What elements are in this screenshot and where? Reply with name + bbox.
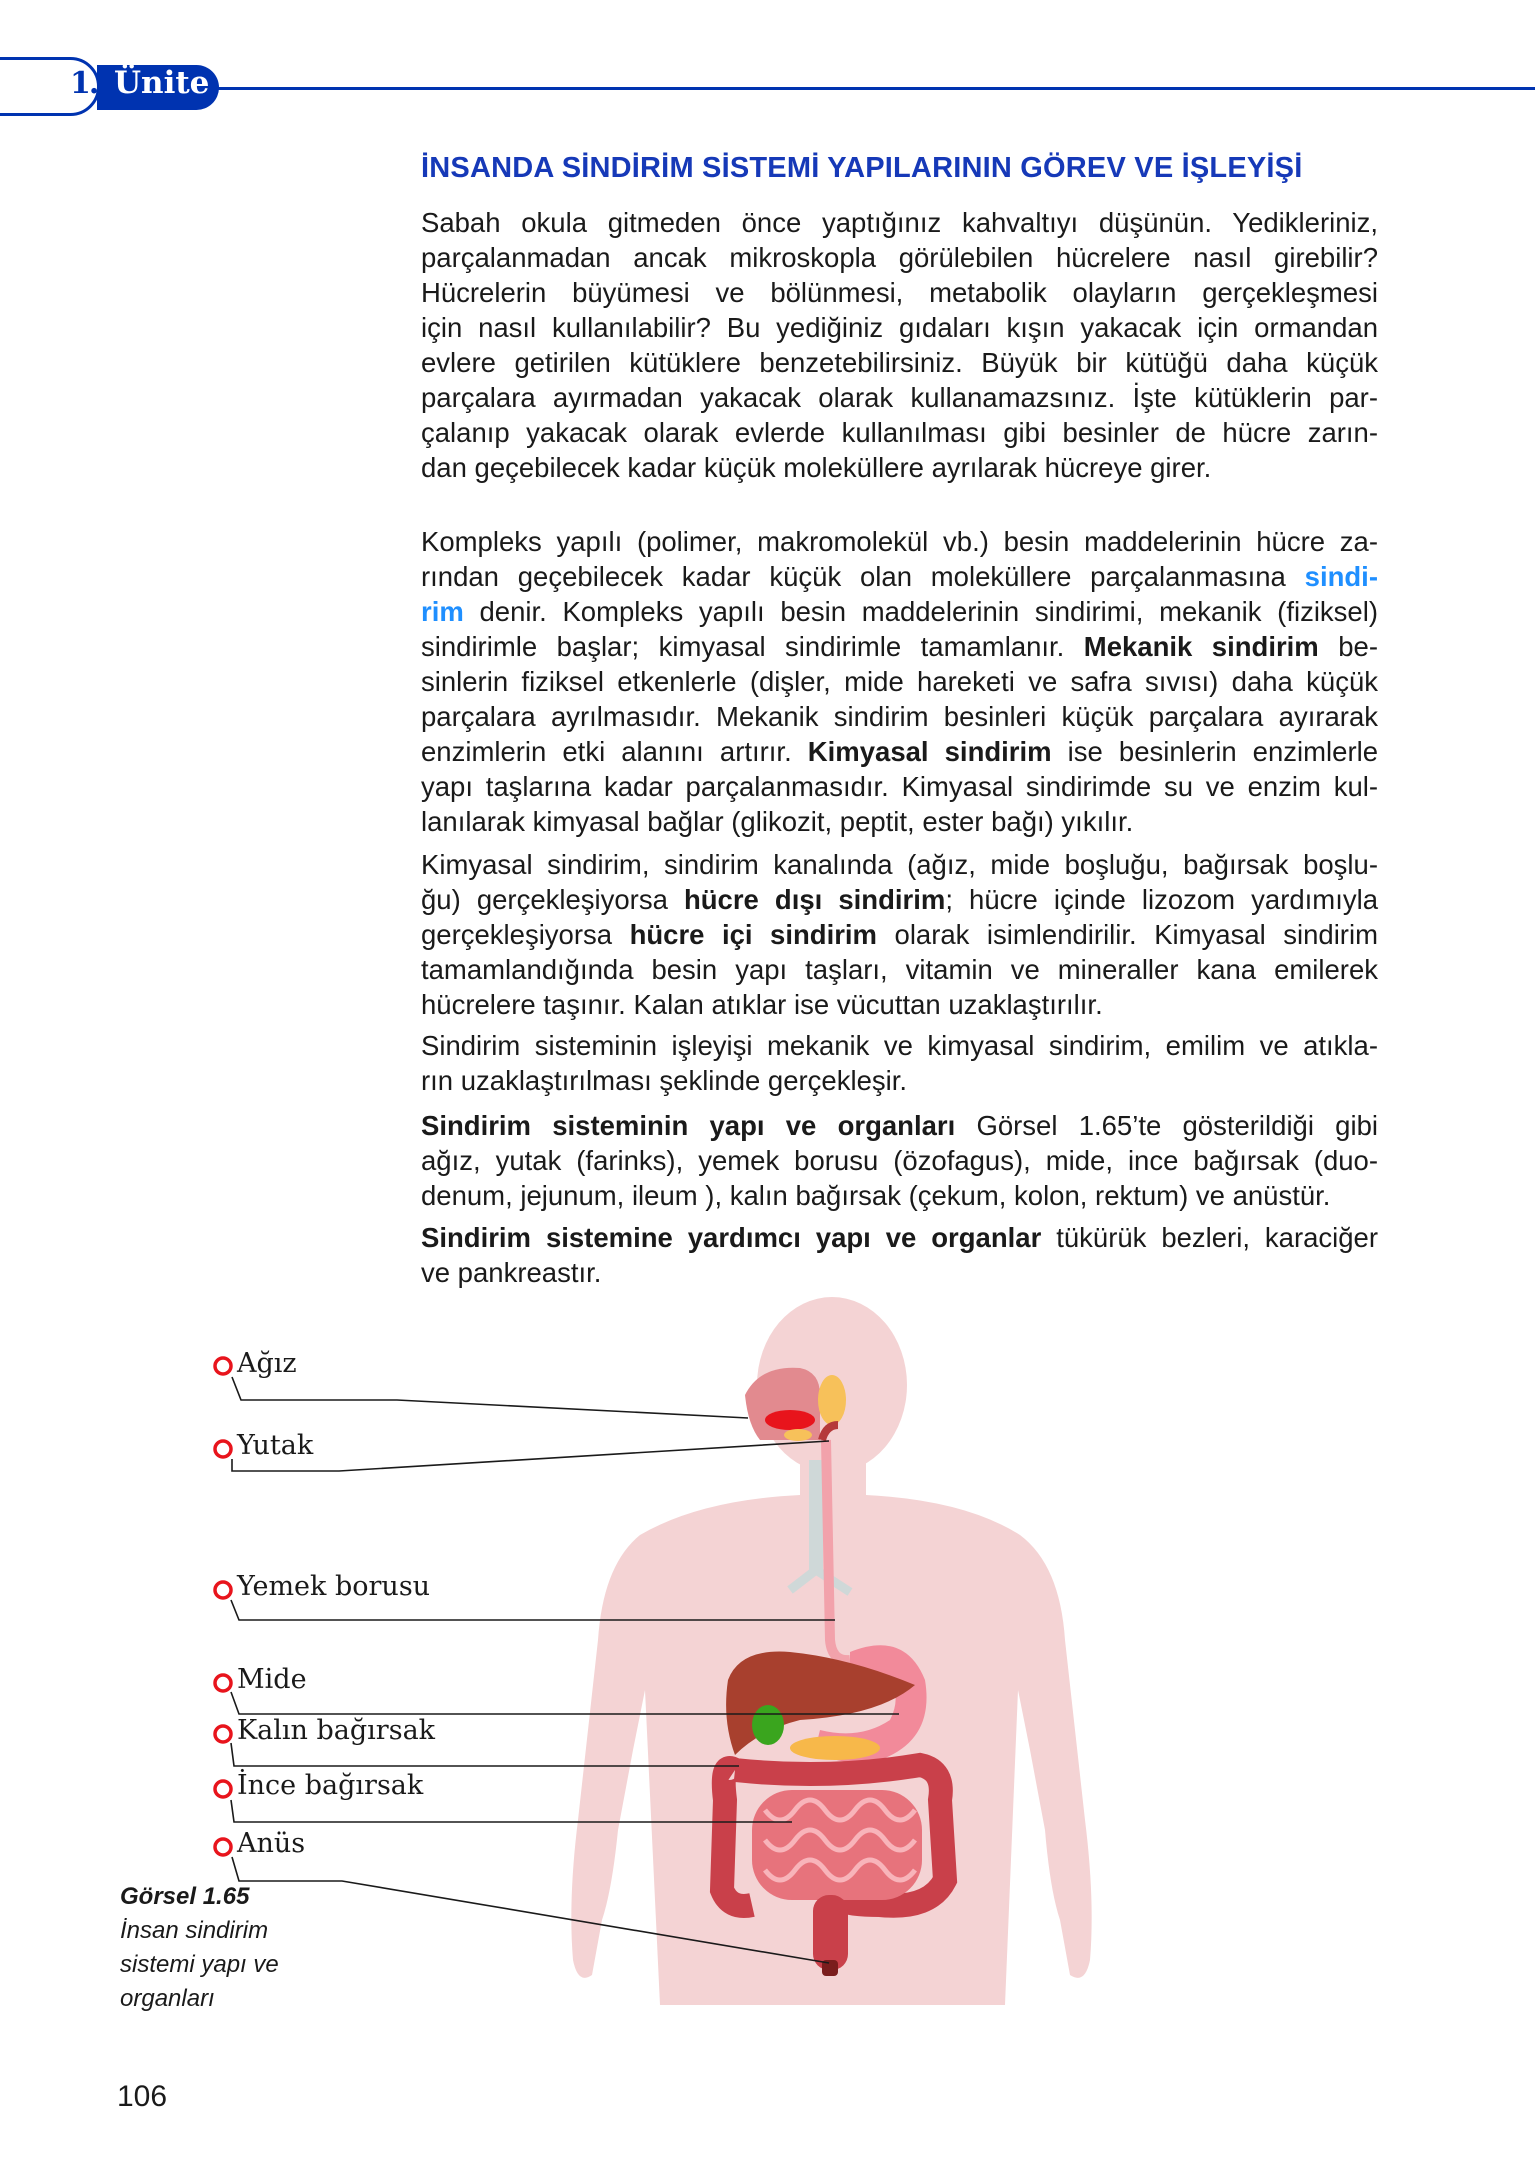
- text-segment: enzimlerin etki alanını artırır.: [421, 736, 808, 767]
- text-segment: Kimyasal sindirim, sindirim kanalında (ağız, mide boşluğu, bağırsak boşlu-: [421, 849, 1378, 880]
- text-segment: parçalara ayrılmasıdır. Mekanik sindirim besinleri küçük parçalara ayırarak: [421, 701, 1378, 732]
- label-small-intestine: İnce bağırsak: [237, 1770, 424, 1801]
- text-segment: ve pankreastır.: [421, 1257, 602, 1288]
- unit-number: 1.: [70, 66, 98, 101]
- caption-line: organları: [120, 1985, 215, 2012]
- text-segment: Kompleks yapılı (polimer, makromolekül vb.) besin maddelerinin hücre za-: [421, 526, 1378, 557]
- gallbladder: [752, 1705, 784, 1745]
- text-segment: parçalanmadan ancak mikroskopla görülebilen hücrelere nasıl girebilir?: [421, 242, 1378, 273]
- text-segment: Hücrelerin büyümesi ve bölünmesi, metabolik olayların gerçekleşmesi: [421, 277, 1378, 308]
- text-segment: ğu) gerçekleşiyorsa: [421, 884, 684, 915]
- text-segment: ağız, yutak (farinks), yemek borusu (özofagus), mide, ince bağırsak (duo-: [421, 1145, 1378, 1176]
- text-segment: dan geçebilecek kadar küçük moleküllere ayrılarak hücreye girer.: [421, 452, 1212, 483]
- bold-term: hücre dışı sindirim: [683, 884, 946, 915]
- text-segment: tükürük bezleri, karaciğer: [1041, 1222, 1378, 1253]
- text-segment: sinlerin fiziksel etkenlerle (dişler, mide hareketi ve safra sıvısı) daha küçük: [421, 666, 1378, 697]
- key-term-link: sindi-: [1304, 561, 1378, 592]
- marker-icon: [215, 1582, 231, 1598]
- bold-term: Sindirim sistemine yardımcı yapı ve organlar: [421, 1222, 1042, 1253]
- text-segment: rından geçebilecek kadar küçük olan moleküllere parçalanmasına: [421, 561, 1305, 592]
- text-segment: gerçekleşiyorsa: [421, 919, 630, 950]
- text-segment: sindirimle başlar; kimyasal sindirimle tamamlanır.: [421, 631, 1084, 662]
- bold-term: Sindirim sisteminin yapı ve organları: [421, 1110, 956, 1141]
- text-segment: Görsel 1.65’te gösterildiği gibi: [955, 1110, 1378, 1141]
- label-stomach: Mide: [237, 1664, 307, 1695]
- text-segment: yapı taşlarına kadar parçalanmasıdır. Kimyasal sindirimde su ve enzim kul-: [421, 771, 1378, 802]
- marker-icon: [215, 1675, 231, 1691]
- label-markers: [215, 1358, 231, 1855]
- label-anus: Anüs: [237, 1828, 306, 1859]
- rectum: [813, 1895, 848, 1970]
- text-segment: ise besinlerin enzimlerle: [1051, 736, 1379, 767]
- marker-icon: [215, 1781, 231, 1797]
- text-segment: lanılarak kimyasal bağlar (glikozit, peptit, ester bağı) yıkılır.: [421, 806, 1134, 837]
- leader-line-pharynx: [232, 1441, 829, 1471]
- text-segment: Sindirim sisteminin işleyişi mekanik ve kimyasal sindirim, emilim ve atıkla-: [421, 1030, 1378, 1061]
- label-esophagus: Yemek borusu: [237, 1571, 431, 1602]
- label-mouth: Ağız: [237, 1348, 297, 1379]
- text-segment: parçalara ayırmadan yakacak olarak kullanamazsınız. İşte kütüklerin par-: [421, 382, 1378, 413]
- caption-line: sistemi yapı ve: [120, 1951, 279, 1978]
- label-large-intestine: Kalın bağırsak: [237, 1715, 436, 1746]
- text-segment: denum, jejunum, ileum ), kalın bağırsak (çekum, kolon, rektum) ve anüstür.: [421, 1180, 1331, 1211]
- bold-term: Mekanik sindirim: [1083, 631, 1319, 662]
- text-segment: denir. Kompleks yapılı besin maddelerinin sindirimi, mekanik (fiziksel): [463, 596, 1378, 627]
- page-number: 106: [117, 2080, 168, 2113]
- small-intestine: [752, 1790, 922, 1900]
- text-segment: tamamlandığında besin yapı taşları, vitamin ve mineraller kana emilerek: [421, 954, 1378, 985]
- text-segment: çalanıp yakacak olarak evlerde kullanılması gibi besinler de hücre zarın-: [421, 417, 1378, 448]
- text-segment: ; hücre içinde lizozom yardımıyla: [945, 884, 1378, 915]
- bold-term: hücre içi sindirim: [629, 919, 878, 950]
- section-title: İNSANDA SİNDİRİM SİSTEMİ YAPILARININ GÖREV VE İŞLEYİŞİ: [421, 152, 1303, 184]
- marker-icon: [215, 1726, 231, 1742]
- caption-line: İnsan sindirim: [120, 1917, 269, 1944]
- leader-line-mouth: [232, 1377, 748, 1418]
- marker-icon: [215, 1839, 231, 1855]
- text-segment: be-: [1318, 631, 1378, 662]
- marker-icon: [215, 1441, 231, 1457]
- pancreas: [790, 1736, 880, 1760]
- marker-icon: [215, 1358, 231, 1374]
- bold-term: Kimyasal sindirim: [807, 736, 1052, 767]
- text-segment: evlere getirilen kütüklere benzetebilirsiniz. Büyük bir kütüğü daha küçük: [421, 347, 1378, 378]
- text-segment: rın uzaklaştırılması şeklinde gerçekleşir.: [421, 1065, 908, 1096]
- unit-label: Ünite: [114, 65, 210, 101]
- text-segment: olarak isimlendirilir. Kimyasal sindirim: [877, 919, 1378, 950]
- key-term-link: rim: [421, 596, 464, 627]
- caption-title: Görsel 1.65: [120, 1883, 250, 1910]
- text-segment: Sabah okula gitmeden önce yaptığınız kahvaltıyı düşünün. Yedikleriniz,: [421, 207, 1378, 238]
- text-segment: için nasıl kullanılabilir? Bu yediğiniz gıdaları kışın yakacak için ormandan: [421, 312, 1378, 343]
- text-segment: hücrelere taşınır. Kalan atıklar ise vücuttan uzaklaştırılır.: [421, 989, 1103, 1020]
- label-pharynx: Yutak: [237, 1430, 314, 1461]
- figure-caption: [120, 1880, 279, 2016]
